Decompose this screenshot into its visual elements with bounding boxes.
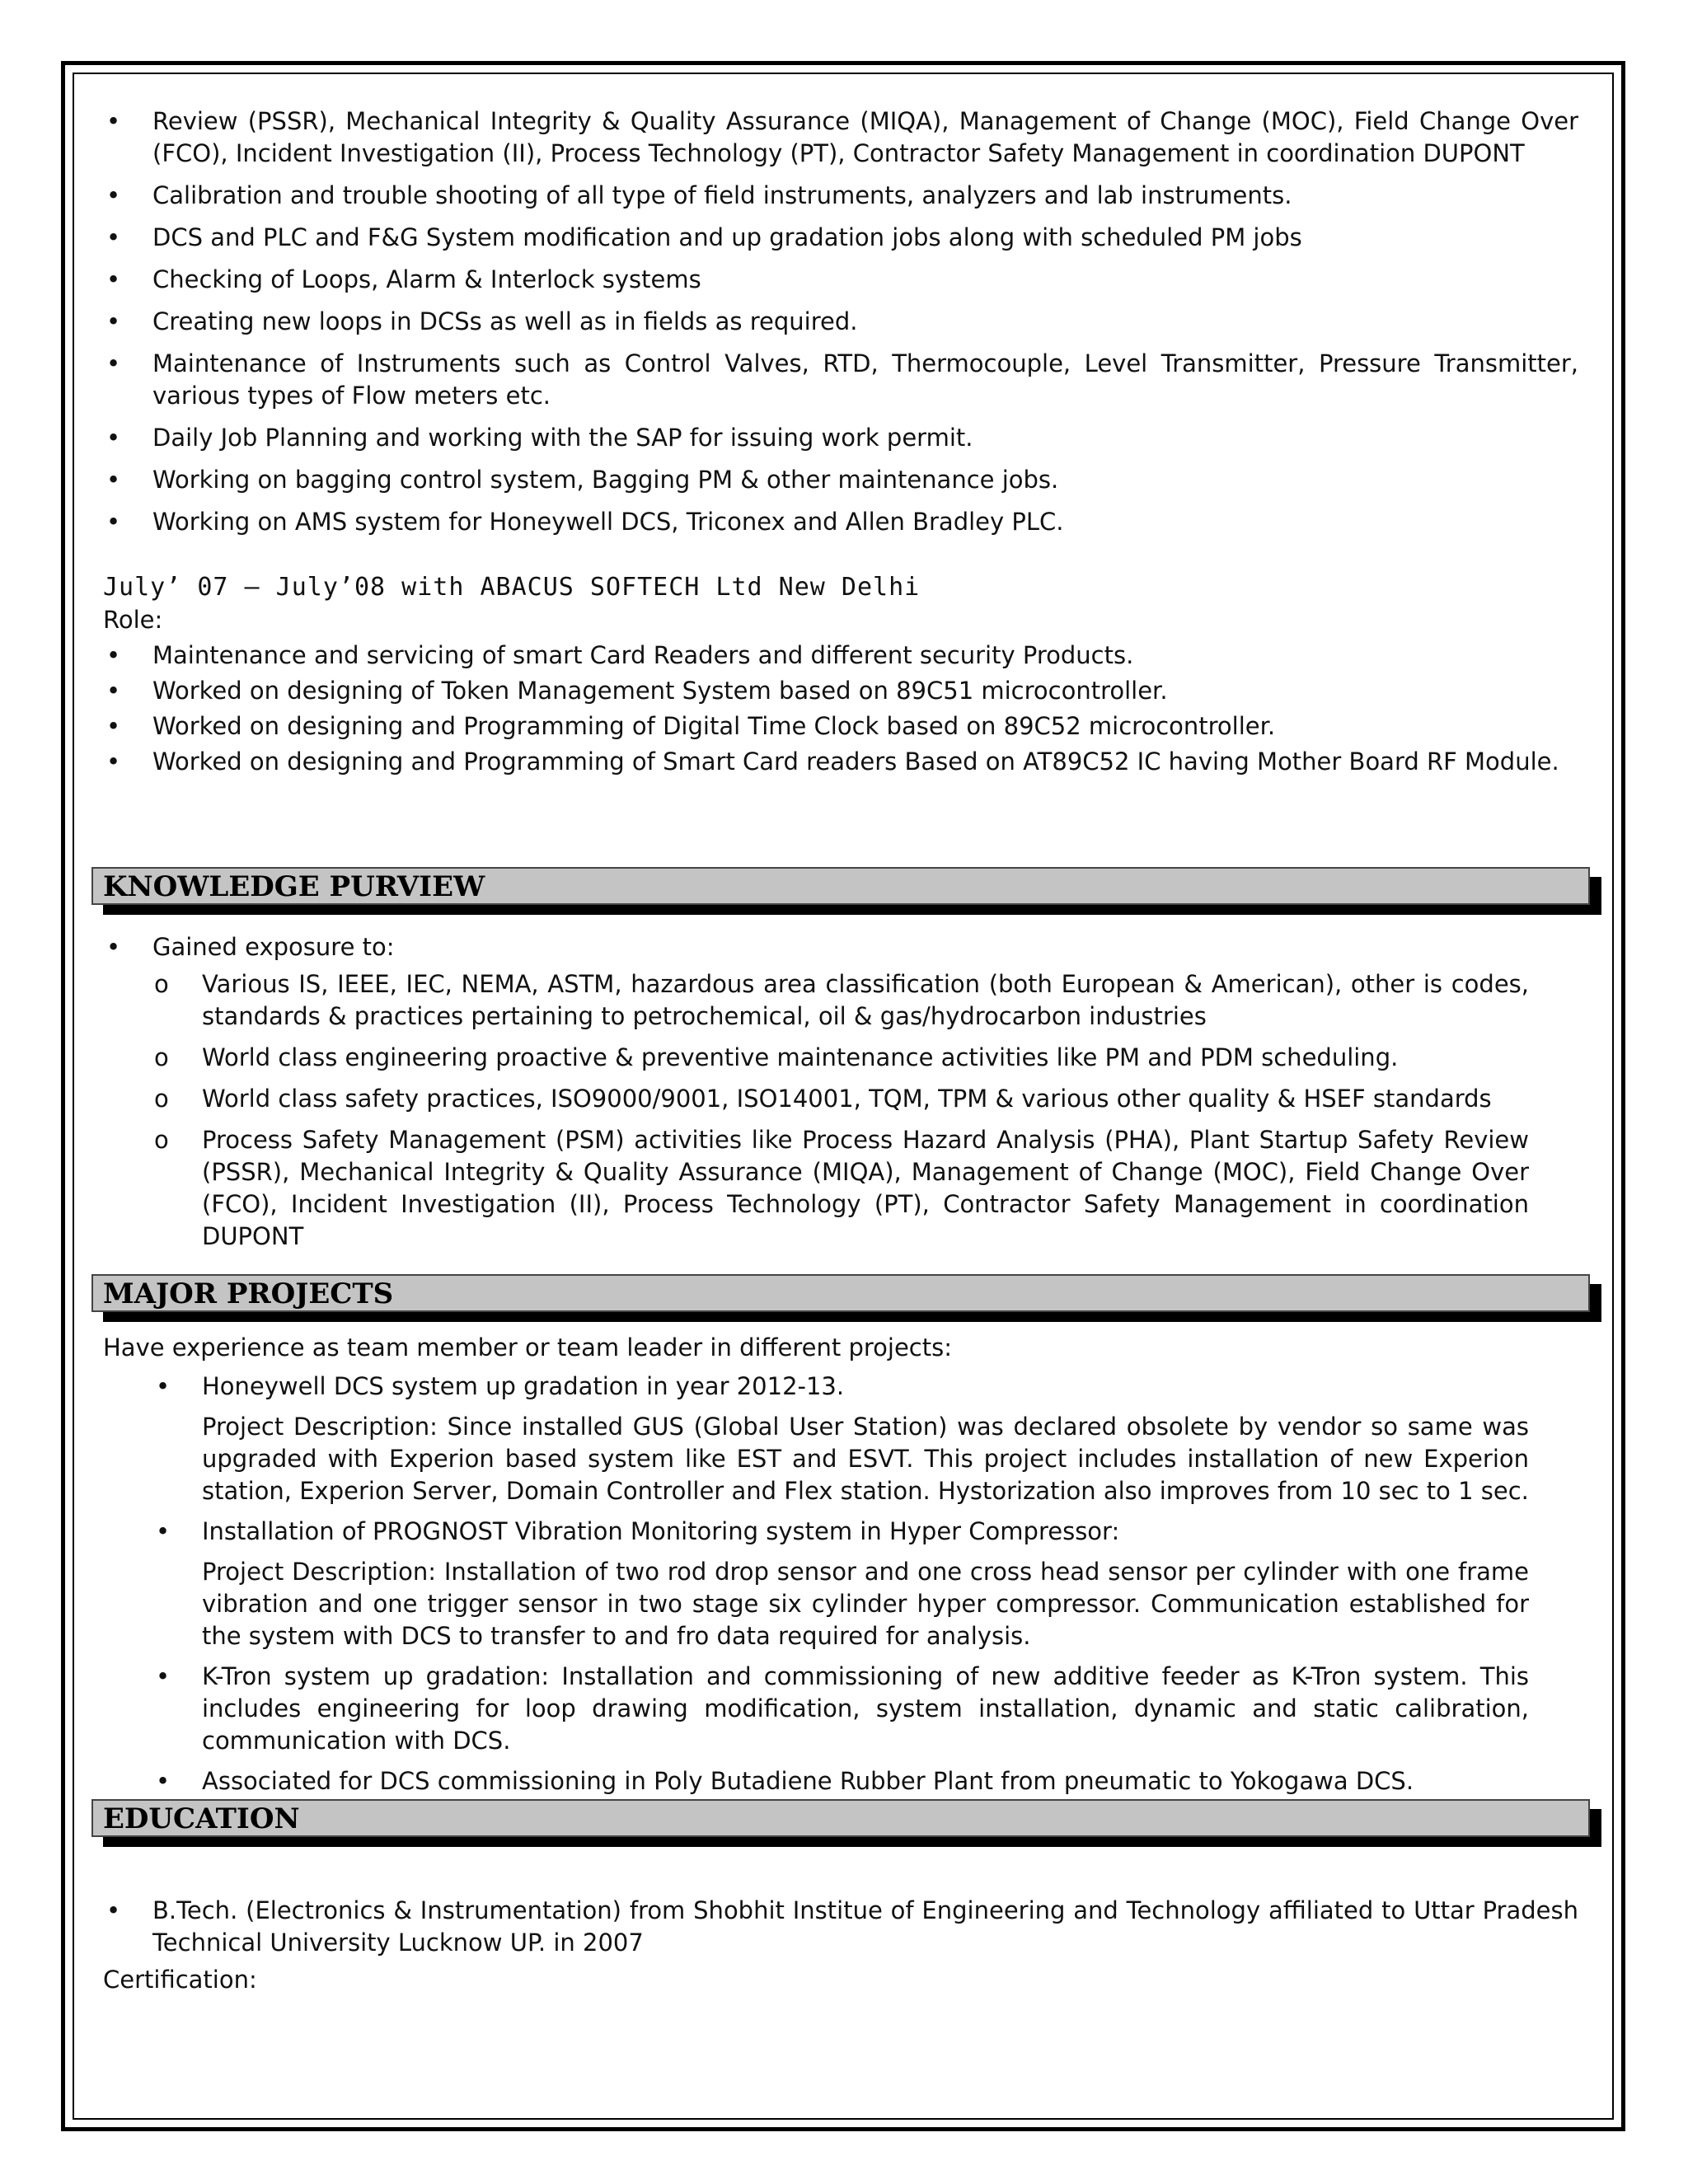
knowledge-list [103, 931, 1578, 963]
bullet-icon: • [106, 349, 121, 377]
circle-bullet-icon: o [154, 1126, 169, 1154]
job-heading: July’ 07 – July’08 with ABACUS SOFTECH Ltd New Delhi [103, 573, 921, 602]
list-item: • Calibration and trouble shooting of all type of field instruments, analyzers and lab instruments. [103, 180, 1578, 212]
section-header-bar [91, 1799, 1590, 1837]
list-item: • Worked on designing and Programming of Smart Card readers Based on AT89C52 IC having Mother Board RF Module. [103, 746, 1578, 778]
project-title: Honeywell DCS system up gradation in year 2012-13. [202, 1372, 845, 1400]
projects-intro: Have experience as team member or team leader in different projects: [103, 1333, 952, 1361]
education-list [103, 1895, 1578, 1959]
list-item [152, 1516, 1529, 1652]
section-header-knowledge [91, 867, 1590, 907]
project-title: K-Tron system up gradation: Installation and commissioning of new additive feeder as K-Tron system. This includes engineering for loop drawing modification, system installation, dynamic and static calibration, communication with DCS. [202, 1662, 1529, 1755]
bullet-icon: • [106, 466, 121, 494]
list-item: • Worked on designing of Token Management System based on 89C51 microcontroller. [103, 675, 1578, 707]
bullet-icon: • [106, 677, 121, 705]
list-item: • Working on bagging control system, Bagging PM & other maintenance jobs. [103, 464, 1578, 496]
list-item: • Checking of Loops, Alarm & Interlock systems [103, 264, 1578, 296]
bullet-icon: • [106, 748, 121, 776]
list-item: • Review (PSSR), Mechanical Integrity & Quality Assurance (MIQA), Management of Change (MOC), Field Change Over (FCO), Incident Investigation (II), Process Technology (PT), Contractor Safety Management in coordination DUPONT [106, 107, 1578, 167]
project-description: Project Description: Since installed GUS (Global User Station) was declared obsolete by vendor so same was upgraded with Experion based system like EST and ESVT. This project includes installation of new Experion station, Experion Server, Domain Controller and Flex station. Hystorization also improves from 10 sec to 1 sec. [202, 1413, 1529, 1505]
list-item: • Creating new loops in DCSs as well as in fields as required. [103, 306, 1578, 338]
bullet-icon: • [106, 107, 121, 135]
section-header-projects [91, 1274, 1590, 1314]
list-item: • Daily Job Planning and working with the SAP for issuing work permit. [103, 422, 1578, 454]
knowledge-sublist [152, 968, 1529, 1253]
circle-bullet-icon: o [154, 970, 169, 998]
list-item: • DCS and PLC and F&G System modification and up gradation jobs along with scheduled PM jobs [103, 222, 1578, 254]
list-item: o World class engineering proactive & preventive maintenance activities like PM and PDM scheduling. [152, 1042, 1529, 1074]
certification-label: Certification: [103, 1966, 257, 1994]
project-title: Installation of PROGNOST Vibration Monitoring system in Hyper Compressor: [202, 1517, 1120, 1545]
list-item [152, 1765, 1529, 1797]
job-duties-list [103, 640, 1578, 778]
section-header-education [91, 1799, 1590, 1839]
list-item: • Maintenance and servicing of smart Card Readers and different security Products. [103, 640, 1578, 672]
bullet-icon: • [106, 641, 121, 669]
project-title: Associated for DCS commissioning in Poly Butadiene Rubber Plant from pneumatic to Yokogawa DCS. [202, 1767, 1414, 1795]
resume-content [103, 105, 1578, 1996]
bullet-icon: • [106, 933, 121, 961]
circle-bullet-icon: o [154, 1043, 169, 1071]
list-item: o Process Safety Management (PSM) activities like Process Hazard Analysis (PHA), Plant Startup Safety Review (PSSR), Mechanical Integrity & Quality Assurance (MIQA), Management of Change (MOC), Field Change Over (FCO), Incident Investigation (II), Process Technology (PT), Contractor Safety Management in coordination DUPONT [154, 1126, 1529, 1250]
bullet-icon: • [106, 1896, 121, 1924]
bullet-icon: • [106, 508, 121, 536]
list-item: • Worked on designing and Programming of Digital Time Clock based on 89C52 microcontroller. [103, 710, 1578, 743]
role-label: Role: [103, 606, 163, 634]
bullet-icon: • [106, 223, 121, 251]
list-item: o World class safety practices, ISO9000/9001, ISO14001, TQM, TPM & various other quality & HSEF standards [152, 1083, 1529, 1115]
section-title: KNOWLEDGE PURVIEW [103, 870, 485, 903]
projects-list [152, 1371, 1529, 1797]
responsibilities-list [103, 105, 1578, 538]
list-item [152, 1661, 1529, 1757]
bullet-icon: • [156, 1767, 171, 1795]
bullet-icon: • [106, 307, 121, 335]
list-item: • B.Tech. (Electronics & Instrumentation) from Shobhit Institue of Engineering and Technology affiliated to Uttar Pradesh Technical University Lucknow UP. in 2007 [106, 1896, 1578, 1957]
bullet-icon: • [106, 424, 121, 452]
bullet-icon: • [156, 1372, 171, 1400]
bullet-icon: • [106, 265, 121, 293]
section-title: MAJOR PROJECTS [103, 1277, 394, 1310]
list-item: • Gained exposure to: [103, 931, 1578, 963]
circle-bullet-icon: o [154, 1085, 169, 1113]
bullet-icon: • [106, 712, 121, 740]
list-item [152, 1371, 1529, 1507]
list-item: o Various IS, IEEE, IEC, NEMA, ASTM, hazardous area classification (both European & American), other is codes, standards & practices pertaining to petrochemical, oil & gas/hydrocarbon industries [154, 970, 1529, 1030]
section-title: EDUCATION [103, 1802, 300, 1835]
list-item: • Maintenance of Instruments such as Control Valves, RTD, Thermocouple, Level Transmitter, Pressure Transmitter, various types of Flow meters etc. [106, 349, 1578, 410]
project-description: Project Description: Installation of two rod drop sensor and one cross head sensor per cylinder with one frame vibration and one trigger sensor in two stage six cylinder hyper compressor. Communication established for the system with DCS to transfer to and fro data required for analysis. [202, 1558, 1529, 1650]
bullet-icon: • [106, 181, 121, 209]
bullet-icon: • [156, 1517, 171, 1545]
bullet-icon: • [156, 1662, 171, 1690]
list-item: • Working on AMS system for Honeywell DCS, Triconex and Allen Bradley PLC. [103, 506, 1578, 538]
